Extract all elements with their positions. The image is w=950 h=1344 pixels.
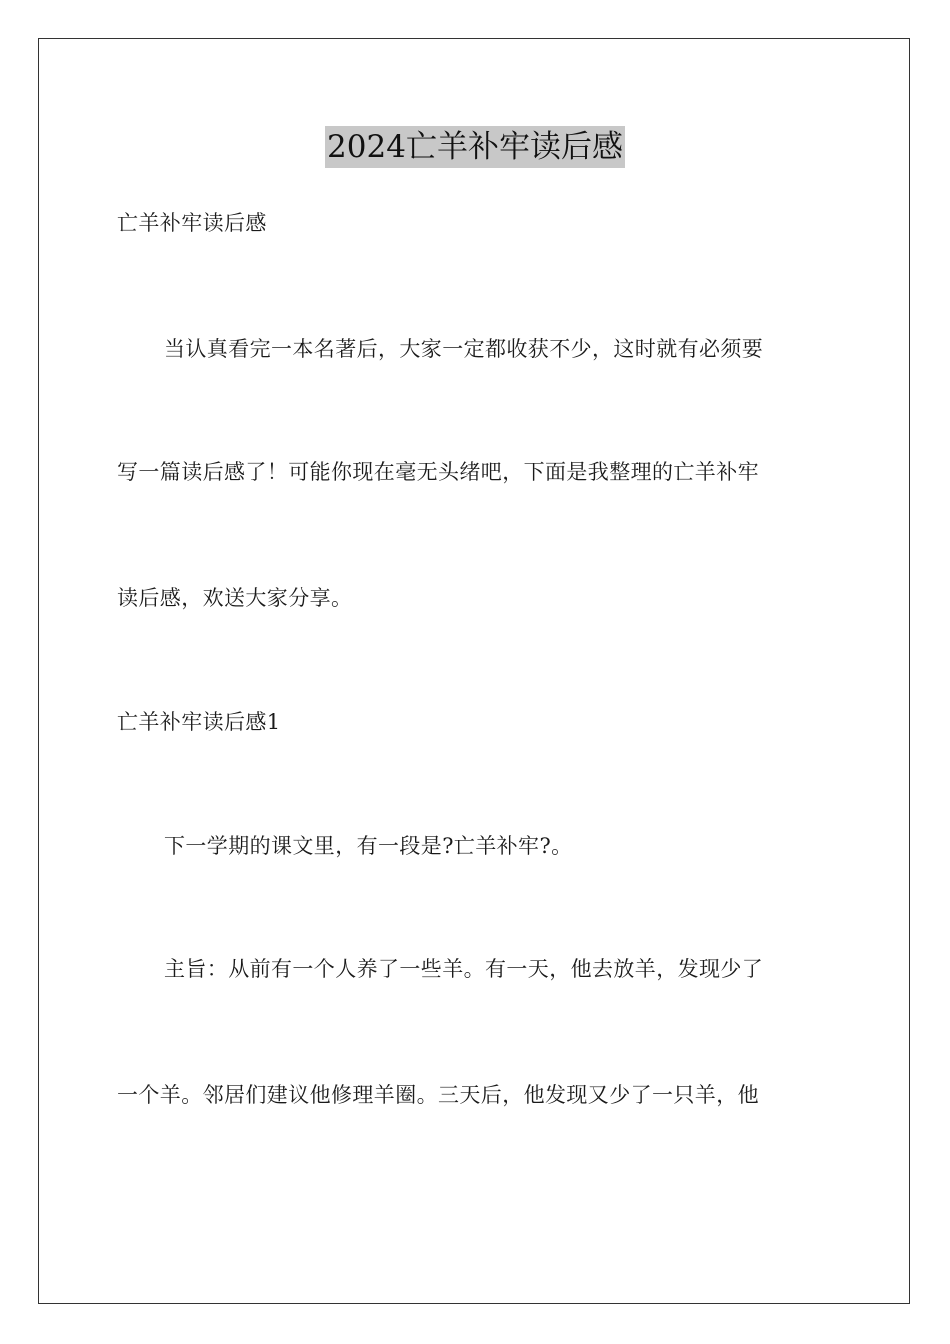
document-title: 2024亡羊补牢读后感 bbox=[325, 126, 625, 168]
title-container bbox=[0, 126, 950, 168]
intro-line-1: 当认真看完一本名著后，大家一定都收获不少，这时就有必须要 bbox=[164, 337, 764, 361]
intro-line-2: 写一篇读后感了！可能你现在毫无头绪吧，下面是我整理的亡羊补牢 bbox=[117, 460, 759, 484]
section-heading: 亡羊补牢读后感1 bbox=[117, 710, 281, 734]
document-subtitle: 亡羊补牢读后感 bbox=[117, 211, 267, 235]
paragraph-2-line-1: 主旨：从前有一个人养了一些羊。有一天，他去放羊，发现少了 bbox=[164, 957, 764, 981]
intro-line-3: 读后感，欢送大家分享。 bbox=[117, 586, 353, 610]
paragraph-1: 下一学期的课文里，有一段是?亡羊补牢?。 bbox=[164, 834, 573, 858]
paragraph-2-line-2: 一个羊。邻居们建议他修理羊圈。三天后，他发现又少了一只羊，他 bbox=[117, 1083, 759, 1107]
